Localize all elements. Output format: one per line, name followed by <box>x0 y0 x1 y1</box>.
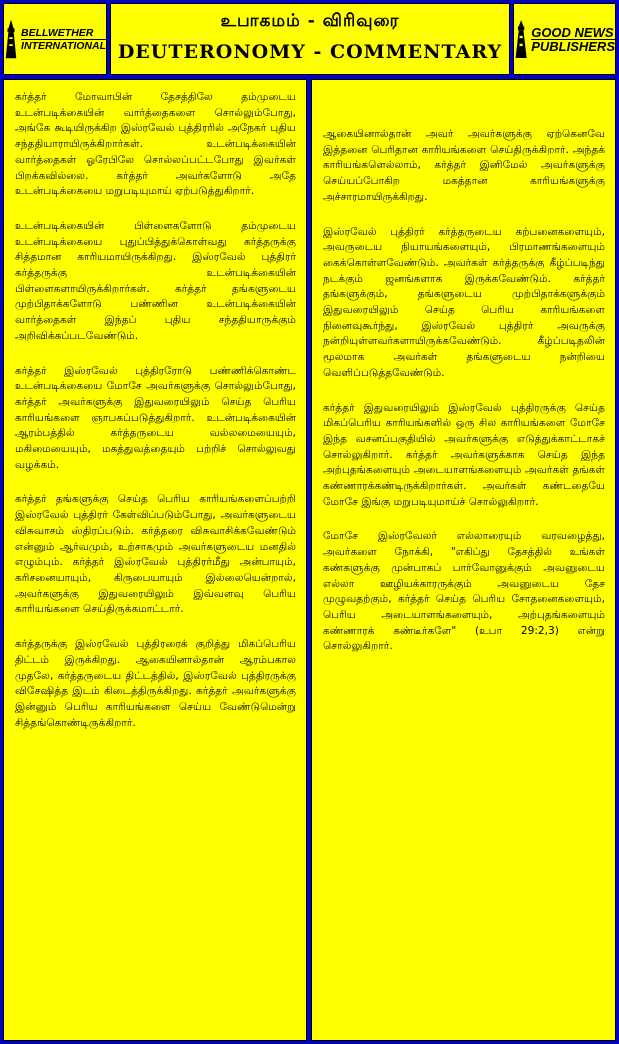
paragraph: உடன்படிக்கையின் பிள்ளைகளோடு தம்முடைய உடன்படிக்கையை புதுப்பித்துக்கொள்வது கர்த்தருக்கு சித்தமான காரியமாயிருக்கிறது. இஸ்ரவேல் புத்திரர் கர்த்தருக்கு உடன்படிக்கையின் பிள்ளைகளாயிருக்கிறார்கள். கர்த்தர் தங்களுடைய முற்பிதாக்களோடு பண்ணின உடன்படிக்கையின் வார்த்தைகள் இந்தப் புதிய சந்ததியாருக்கும் அறிவிக்கப்படவேண்டும். <box>15 219 296 342</box>
title-english: DEUTERONOMY - COMMENTARY <box>117 41 503 63</box>
paragraph: கர்த்தருக்கு இஸ்ரவேல் புத்திரரைக் குறித்து மிகப்பெரிய திட்டம் இருக்கிறது. ஆகையினால்தான் ஆரம்பகால முதலே, கர்த்தருடைய திட்டத்தில், இஸ்ரவேல் புத்திரருக்கு விசேஷித்த இடம் கிடைத்திருக்கிறது. கர்த்தர் அவர்களுக்கு இன்னும் பெரிய காரியங்களை செய்ய வேண்டுமென்று சித்தங்கொண்டிருக்கிறார். <box>15 638 296 729</box>
paragraph: இஸ்ரவேல் புத்திரர் கர்த்தருடைய கற்பனைகளையும், அவருடைய நியாயங்களையும், பிரமாணங்களையும் கைக்கொள்ளவேண்டும். அவர்கள் கர்த்தருக்கு கீழ்ப்படிந்து நடக்கும் ஜனங்களாக இருக்கவேண்டும். கர்த்தர் தங்களுக்கும், தங்களுடைய முற்பிதாக்களுக்கும் இதுவரையிலும் செய்த பெரிய காரியங்களை நினைவுகூர்ந்து, இஸ்ரவேல் புத்திரர் அவருக்கு நன்றியுள்ளவர்களாயிருக்கவேண்டும். கீழ்ப்படிதலின் மூலமாக அவர்கள் தங்களுடைய நன்றியை வெளிப்படுத்தவேண்டும். <box>323 225 605 379</box>
title-tamil: உபாகமம் - விரிவுரை <box>220 11 400 31</box>
bellwether-logo-line2: INTERNATIONAL <box>21 39 106 52</box>
bellwether-logo <box>3 3 107 75</box>
good-news-publishers-logo <box>513 3 616 75</box>
gnp-logo-line1: GOOD NEWS <box>531 24 614 40</box>
paragraph: மோசே இஸ்ரவேலர் எல்லாரையும் வரவழைத்து, அவர்களை நோக்கி, "எகிப்து தேசத்தில் உங்கள் கண்களுக்கு முன்பாகப் பார்வோனுக்கும் அவனுடைய எல்லா ஊழியக்காரருக்கும் அவனுடைய தேச முழுவதற்கும், கர்த்தர் செய்த பெரிய சோதனைகளையும், பெரிய அடையாளங்களையும், அற்புதங்களையும் கண்ணாரக் கண்டீர்களே" (உபா 29:2,3) என்று சொல்லுகிறார். <box>323 530 605 653</box>
tower-icon <box>4 17 18 61</box>
bellwether-logo-line1: BELLWETHER <box>21 26 94 39</box>
right-column <box>311 79 616 1041</box>
gnp-logo-line2: PUBLISHERS <box>531 38 615 54</box>
paragraph: கர்த்தர் தங்களுக்கு செய்த பெரிய காரியங்களைப்பற்றி இஸ்ரவேல் புத்திரர் கேள்விப்படும்போது, அவர்களுடைய விசுவாசம் ஸ்திரப்படும். கர்த்தரை விசுவாசிக்கவேண்டும் என்னும் ஆர்வமும், உற்சாகமும் அவர்களுடைய மனதில் எழும்பும். கர்த்தர் இஸ்ரவேல் புத்திரர்மீது அன்பாயும், கரிசனையாயும், கிருபையாயும் இல்லையென்றால், அவர்களுக்கு இதுவரையிலும் இவ்வளவு பெரிய காரியங்களை செய்திருக்கமாட்டார். <box>15 493 296 616</box>
paragraph: கர்த்தர் மோவாபின் தேசத்திலே தம்முடைய உடன்படிக்கையின் வார்த்தைகளை சொல்லும்போது, அங்கே கூடியிருக்கிற இஸ்ரவேல் புத்திரரில் அநேகர் புதிய சந்ததியாராயிருக்கிறார்கள். உடன்படிக்கையின் வார்த்தைகள் ஓரேபிலே சொல்லப்பட்டபோது இவர்கள் பிறக்கவில்லை. கர்த்தர் அவர்களோடு அதே உடன்படிக்கையை மறுபடியுமாய் ஏற்படுத்துகிறார். <box>15 91 296 198</box>
paragraph: ஆகையினால்தான் அவர் அவர்களுக்கு ஏற்கெனவே இத்தனை பெரிதான காரியங்களை செய்திருக்கிறார். அந்தக் காரியங்களெல்லாம், கர்த்தர் இனிமேல் அவர்களுக்கு செய்யப்போகிற மகத்தான காரியங்களுக்கு அச்சாரமாயிருக்கிறது. <box>323 128 605 203</box>
page-header <box>110 3 510 75</box>
paragraph: கர்த்தர் இஸ்ரவேல் புத்திரரோடு பண்ணிக்கொண்ட உடன்படிக்கையை மோசே அவர்களுக்கு சொல்லும்போது, கர்த்தர் அவர்களுக்கு இதுவரையிலும் செய்த பெரிய காரியங்களை ஞாபகப்படுத்துகிறார். உடன்படிக்கையின் ஆரம்பத்தில் கர்த்தருடைய வல்லமையையும், மகிமையையும், மகத்துவத்தையும் பற்றிச் சொல்லுவது வழக்கம். <box>15 364 296 471</box>
left-column <box>3 79 307 1041</box>
paragraph: கர்த்தர் இதுவரையிலும் இஸ்ரவேல் புத்திரருக்கு செய்த மிகப்பெரிய காரியங்களில் ஒரு சில காரியங்களை மோசே இந்த வசனப்பகுதியில் அவர்களுக்கு எடுத்துக்காட்டாகச் சொல்லுகிறார். கர்த்தர் அவர்களுக்காக செய்த இந்த அற்புதங்களையும் அடையாளங்களையும் அவர்கள் தங்கள் கண்ணாரக்கண்டிருக்கிறார்கள். அவர்கள் கண்டதையே மோசே இங்கு மறுபடியுமாய்ச் சொல்லுகிறார். <box>323 401 605 508</box>
tower-icon <box>514 15 528 63</box>
